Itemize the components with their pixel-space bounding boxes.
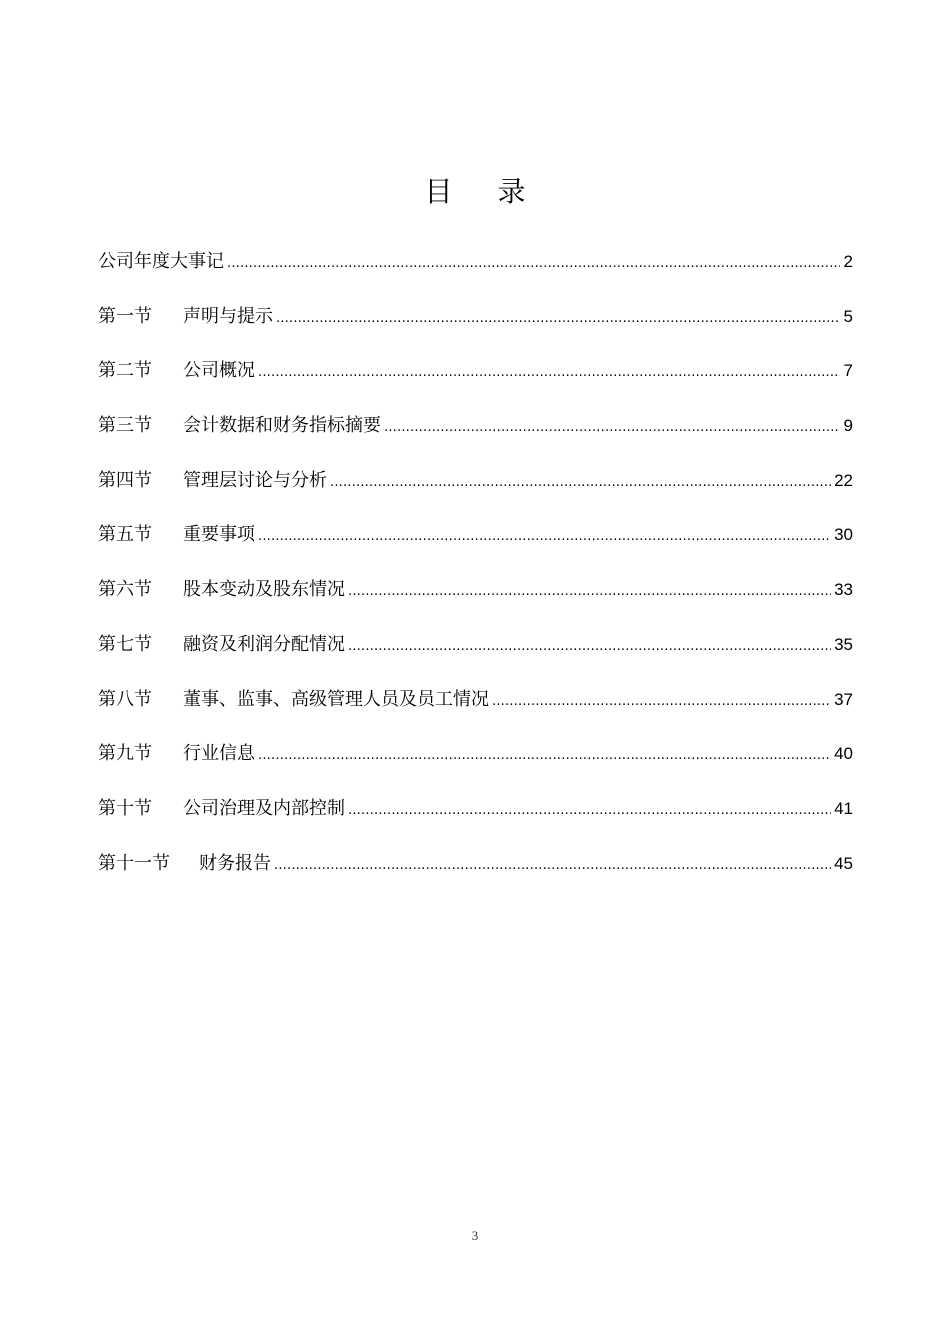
toc-dot-leader: [274, 848, 831, 884]
toc-entry-label: 会计数据和财务指标摘要: [183, 415, 381, 437]
toc-entry-page: 37: [834, 689, 853, 709]
page-number: 3: [471, 1228, 479, 1243]
toc-entry-label: 股本变动及股东情况: [183, 579, 345, 601]
toc-entry-section: 第三节: [98, 415, 152, 437]
toc-dot-leader: [227, 246, 840, 282]
toc-entry-section: 第十节: [98, 797, 152, 819]
toc-dot-leader: [258, 519, 831, 555]
toc-dot-leader: [258, 738, 831, 774]
table-of-contents: [98, 244, 853, 900]
toc-entry-page: 5: [843, 306, 853, 326]
toc-dot-leader: [258, 355, 840, 391]
toc-entry-page: 33: [834, 580, 853, 600]
toc-dot-leader: [276, 301, 840, 337]
toc-dot-leader: [384, 410, 840, 446]
toc-entry-label: 财务报告: [199, 852, 271, 874]
toc-entry[interactable]: [98, 682, 853, 737]
toc-entry[interactable]: [98, 299, 853, 354]
toc-entry-section: 第二节: [98, 360, 152, 382]
toc-entry-page: 41: [834, 798, 853, 818]
toc-entry[interactable]: [98, 463, 853, 518]
toc-entry-section: 第六节: [98, 579, 152, 601]
toc-dot-leader: [330, 465, 831, 501]
toc-entry-page: 22: [834, 470, 853, 490]
toc-entry-page: 45: [834, 853, 853, 873]
toc-entry[interactable]: [98, 353, 853, 408]
toc-entry-label: 公司概况: [183, 360, 255, 382]
toc-entry[interactable]: [98, 736, 853, 791]
toc-entry-page: 30: [834, 525, 853, 545]
toc-dot-leader: [492, 684, 831, 720]
toc-entry-label: 公司年度大事记: [98, 251, 224, 272]
toc-entry-label: 行业信息: [183, 743, 255, 765]
toc-entry-page: 7: [843, 361, 853, 381]
toc-entry[interactable]: [98, 517, 853, 572]
toc-entry-section: 第八节: [98, 688, 152, 710]
toc-entry-section: 第四节: [98, 469, 152, 491]
toc-entry-label: 融资及利润分配情况: [183, 633, 345, 655]
toc-entry[interactable]: [98, 244, 853, 299]
toc-entry-section: 第十一节: [98, 852, 170, 874]
toc-entry-label: 声明与提示: [183, 305, 273, 327]
toc-entry-label: 公司治理及内部控制: [183, 797, 345, 819]
toc-entry-section: 第五节: [98, 524, 152, 546]
toc-dot-leader: [348, 793, 831, 829]
toc-entry-section: 第一节: [98, 305, 152, 327]
toc-entry[interactable]: [98, 408, 853, 463]
toc-dot-leader: [348, 629, 831, 665]
toc-entry-label: 董事、监事、高级管理人员及员工情况: [183, 688, 489, 710]
toc-entry[interactable]: [98, 627, 853, 682]
page-title: 目 录: [424, 175, 544, 208]
toc-entry[interactable]: [98, 572, 853, 627]
toc-entry-section: 第七节: [98, 633, 152, 655]
toc-entry-label: 管理层讨论与分析: [183, 469, 327, 491]
toc-entry-page: 2: [843, 252, 853, 271]
toc-entry-page: 9: [843, 416, 853, 436]
toc-entry-label: 重要事项: [183, 524, 255, 546]
toc-dot-leader: [348, 574, 831, 610]
toc-entry[interactable]: [98, 791, 853, 846]
toc-entry[interactable]: [98, 846, 853, 901]
toc-entry-page: 40: [834, 744, 853, 764]
toc-entry-page: 35: [834, 634, 853, 654]
toc-entry-section: 第九节: [98, 743, 152, 765]
